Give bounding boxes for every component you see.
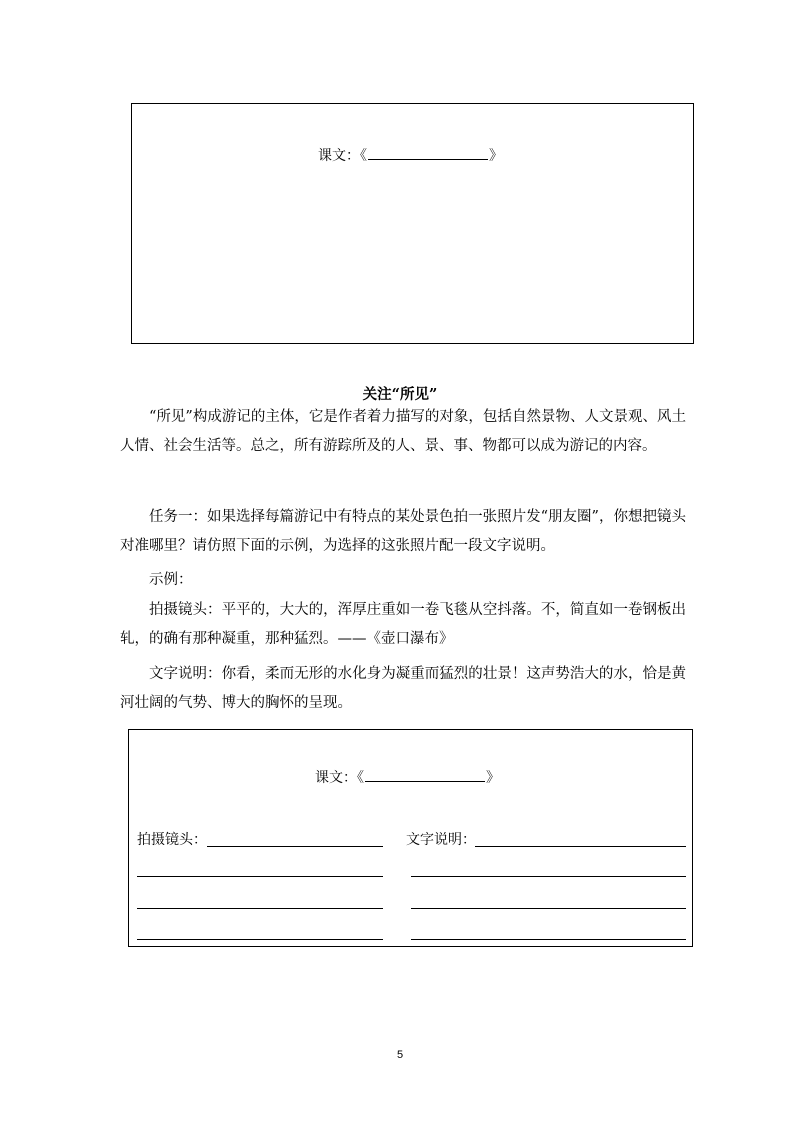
example-label: 示例： <box>149 572 193 588</box>
lesson-title-blank[interactable] <box>368 145 488 160</box>
example-shot-paragraph: 拍摄镜头：平平的，大大的，浑厚庄重如一卷飞毯从空抖落。不，简直如一卷钢板出轧，的确有那种凝重，那种猛烈。——《壶口瀑布》 <box>120 602 686 647</box>
lesson-title-close: 》 <box>489 148 503 164</box>
shot-answer-line-4[interactable] <box>137 939 383 940</box>
example-caption-paragraph: 文字说明：你看，柔而无形的水化身为凝重而猛烈的壮景！这声势浩大的水，恰是黄河壮阔的气势、博大的胸怀的呈现。 <box>120 666 686 711</box>
caption-answer-line-1[interactable] <box>475 846 686 847</box>
lesson-title-close-2: 》 <box>486 770 500 786</box>
shot-answer-line-2[interactable] <box>137 876 383 877</box>
caption-label: 文字说明： <box>406 832 476 848</box>
intro-paragraph: “所见”构成游记的主体，它是作者着力描写的对象，包括自然景物、人文景观、风土人情、社会生活等。总之，所有游踪所及的人、景、事、物都可以成为游记的内容。 <box>120 409 686 454</box>
lesson-answer-box-2 <box>128 729 693 947</box>
lesson-title-label: 课文：《 <box>318 148 367 164</box>
lesson-title-blank-2[interactable] <box>365 767 485 782</box>
shot-label: 拍摄镜头： <box>137 832 207 848</box>
page-number: 5 <box>396 1049 404 1061</box>
lesson-title-field-2 <box>315 767 500 787</box>
section-heading: 关注“所见” <box>362 386 438 403</box>
lesson-title-field <box>318 145 503 165</box>
lesson-title-label-2: 课文：《 <box>315 770 364 786</box>
task-paragraph: 任务一：如果选择每篇游记中有特点的某处景色拍一张照片发“朋友圈”，你想把镜头对准哪里？请仿照下面的示例，为选择的这张照片配一段文字说明。 <box>120 509 686 554</box>
shot-answer-line-1[interactable] <box>207 846 383 847</box>
caption-answer-line-3[interactable] <box>411 908 686 909</box>
caption-answer-line-2[interactable] <box>411 876 686 877</box>
shot-answer-line-3[interactable] <box>137 908 383 909</box>
lesson-answer-box-1 <box>131 103 694 344</box>
caption-answer-line-4[interactable] <box>411 939 686 940</box>
